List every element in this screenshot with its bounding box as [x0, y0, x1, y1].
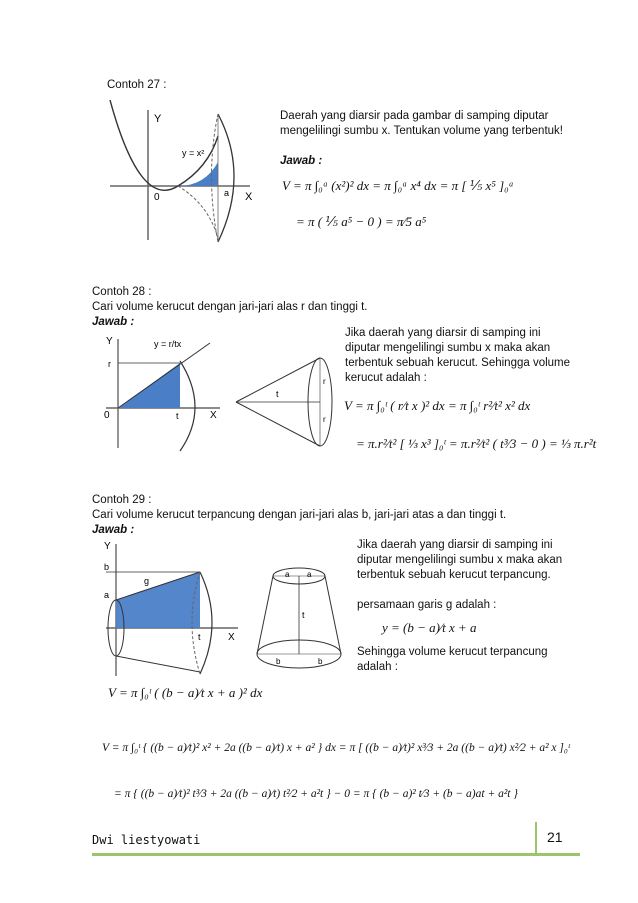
example-28-cone — [232, 352, 342, 452]
y-axis-label: Y — [106, 336, 113, 347]
radius-label-bottom: r — [323, 415, 326, 424]
example-29-explanation-1: Jika daerah yang diarsir di samping ini diputar mengelilingi sumbu x maka akan terbentuk sebuah kerucut terpancung. — [357, 539, 563, 581]
example-29-title: Contoh 29 : — [92, 494, 152, 506]
example-27-equation-1: V = π ∫₀ᵃ (x²)² dx = π ∫₀ᵃ x⁴ dx = π [ ⅕ x⁵ ]₀ᵃ — [282, 178, 514, 193]
origin-label: 0 — [154, 192, 160, 203]
example-27-answer-label: Jawab : — [280, 155, 323, 167]
top-radius-left-label: a — [285, 570, 290, 579]
height-label: t — [276, 389, 279, 399]
origin-label: 0 — [104, 410, 110, 421]
example-29-frustum — [252, 566, 346, 674]
example-27-graph — [100, 100, 270, 250]
example-28-description: Cari volume kerucut dengan jari-jari alas r dan tinggi t. — [92, 301, 368, 313]
footer-page-divider — [535, 822, 537, 853]
example-29-line-equation: y = (b − a)⁄t x + a — [382, 620, 477, 635]
example-29-graph — [102, 540, 242, 680]
example-27-equation-2: = π ( ⅕ a⁵ − 0 ) = π⁄5 a⁵ — [296, 214, 427, 229]
a-label: a — [104, 590, 110, 600]
example-28-explanation: Jika daerah yang diarsir di samping ini diputar mengelilingi sumbu x maka akan terbentuk sebuah kerucut. Sehingga volume kerucut adalah : — [345, 327, 571, 384]
top-radius-right-label: a — [307, 570, 312, 579]
example-28-graph — [102, 333, 222, 453]
height-label: t — [302, 610, 305, 620]
bottom-radius-right-label: b — [318, 657, 323, 666]
line-label: y = r/tx — [154, 339, 182, 349]
example-27-description: Daerah yang diarsir pada gambar di samping diputar mengelilingi sumbu x. Tentukan volume yang terbentuk! — [280, 110, 563, 137]
example-29-description: Cari volume kerucut terpancung dengan jari-jari alas b, jari-jari atas a dan tinggi t. — [92, 509, 507, 521]
r-label: r — [108, 359, 111, 369]
footer-author: Dwi liestyowati — [92, 833, 201, 847]
example-28-equation-2: = π.r²⁄t² [ ⅓ x³ ]₀ᵗ = π.r²⁄t² ( t³⁄3 − 0 ) = ⅓ π.r²t — [356, 436, 597, 451]
x-axis-label: X — [245, 191, 253, 203]
example-28-answer-label: Jawab : — [92, 316, 135, 328]
example-27-title: Contoh 27 : — [107, 79, 167, 91]
t-label: t — [176, 411, 179, 421]
example-29-explanation-2: persamaan garis g adalah : — [357, 599, 497, 611]
x-axis-label: X — [210, 410, 217, 421]
example-29-equation-3: = π { ((b − a)⁄t)² t³⁄3 + 2a ((b − a)⁄t) t²⁄2 + a²t } − 0 = π { (b − a)² t⁄3 + (b − a)at + a²t } — [114, 788, 518, 800]
example-28-title: Contoh 28 : — [92, 286, 152, 298]
point-a-label: a — [224, 188, 230, 198]
example-29-answer-label: Jawab : — [92, 524, 135, 536]
page-number: 21 — [547, 829, 563, 845]
example-29-explanation-3: Sehingga volume kerucut terpancung adalah : — [357, 646, 548, 673]
example-29-equation-2: V = π ∫₀ᵗ { ((b − a)⁄t)² x² + 2a ((b − a)⁄t) x + a² } dx = π [ ((b − a)⁄t)² x³⁄3 + 2a ((b − a)⁄t) x²⁄2 + a² x ]₀ᵗ — [102, 742, 570, 754]
radius-label-top: r — [323, 377, 326, 386]
bottom-radius-left-label: b — [276, 657, 281, 666]
y-axis-label: Y — [104, 541, 111, 552]
footer-rule — [92, 853, 580, 856]
example-28-equation-1: V = π ∫₀ᵗ ( r⁄t x )² dx = π ∫₀ᵗ r²⁄t² x² dx — [344, 398, 531, 413]
t-label: t — [198, 632, 201, 642]
g-label: g — [144, 576, 150, 586]
x-axis-label: X — [228, 632, 235, 643]
b-label: b — [104, 562, 110, 572]
curve-label: y = x² — [182, 148, 205, 158]
y-axis-label: Y — [154, 113, 162, 125]
example-29-equation-1: V = π ∫₀ᵗ ( (b − a)⁄t x + a )² dx — [108, 685, 263, 700]
